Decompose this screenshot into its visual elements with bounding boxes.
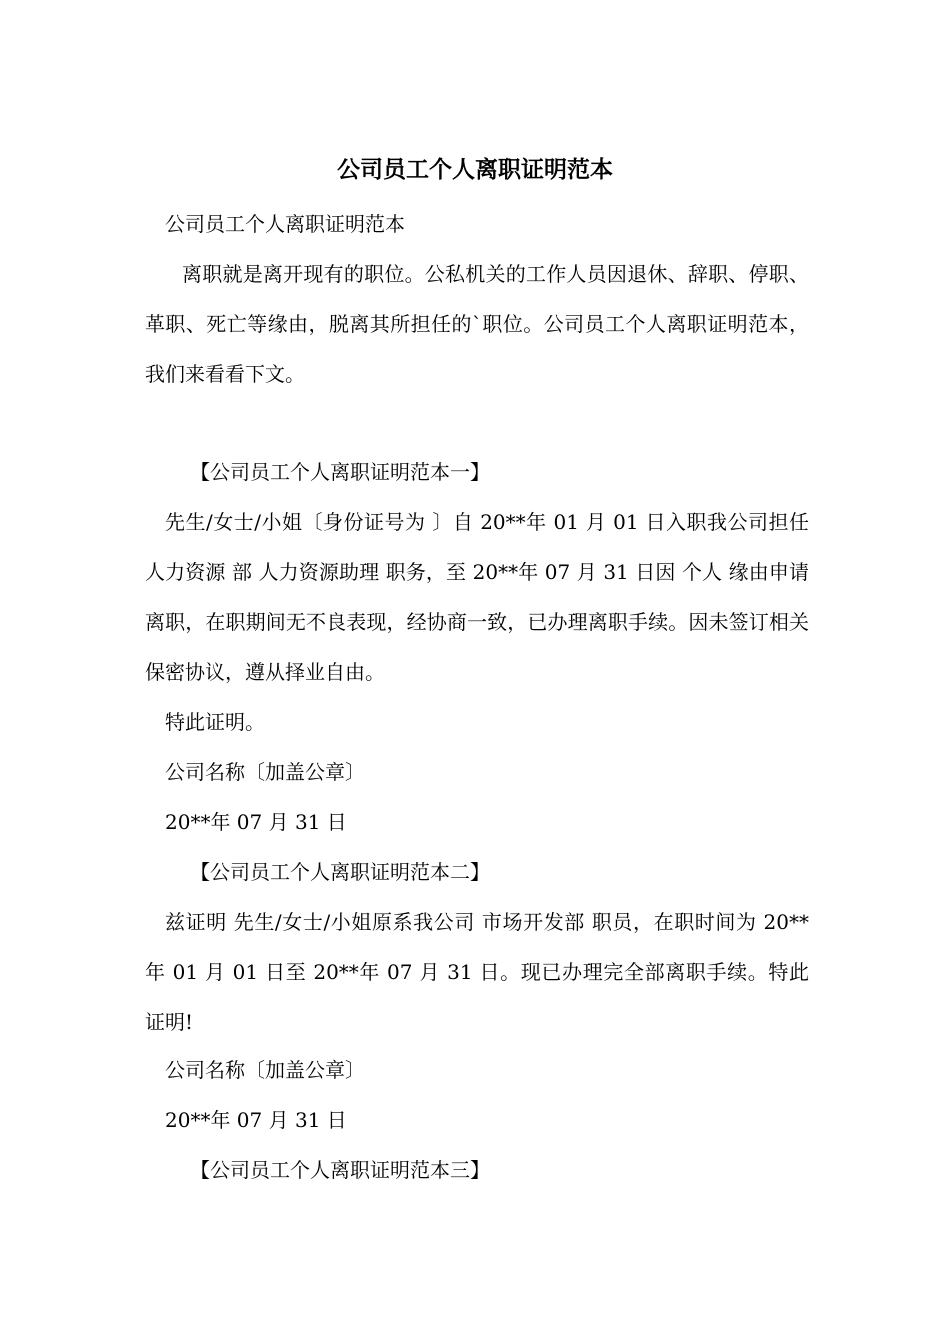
sample2-body: 兹证明 先生/女士/小姐原系我公司 市场开发部 职员，在职时间为 20**年 01 月 01 日至 20**年 07 月 31 日。现已办理完全部离职手续。特此证明!	[145, 910, 809, 1034]
sample2-company: 公司名称〔加盖公章〕	[165, 1058, 365, 1082]
sample1-company: 公司名称〔加盖公章〕	[165, 760, 365, 784]
sample1-body: 先生/女士/小姐〔身份证号为 〕自 20**年 01 月 01 日入职我公司担任人力资源 部 人力资源助理 职务，至 20**年 07 月 31 日因 个人 缘由申请离职，在职期间无不良表现，经协商一致，已办理离职手续。因未签订相关保密协议，遵从择业自由。	[145, 510, 809, 684]
sample1-heading: 【公司员工个人离职证明范本一】	[190, 460, 490, 484]
sample2-heading: 【公司员工个人离职证明范本二】	[190, 860, 490, 884]
intro-paragraph: 离职就是离开现有的职位。公私机关的工作人员因退休、辞职、停职、革职、死亡等缘由，脱离其所担任的`职位。公司员工个人离职证明范本，我们来看看下文。	[145, 262, 809, 386]
document-title: 公司员工个人离职证明范本	[337, 156, 613, 183]
sample2-date: 20**年 07 月 31 日	[165, 1108, 347, 1132]
sample1-date: 20**年 07 月 31 日	[165, 810, 347, 834]
sample3-heading: 【公司员工个人离职证明范本三】	[190, 1158, 490, 1182]
subtitle: 公司员工个人离职证明范本	[165, 212, 405, 236]
sample1-certify: 特此证明。	[165, 710, 265, 734]
